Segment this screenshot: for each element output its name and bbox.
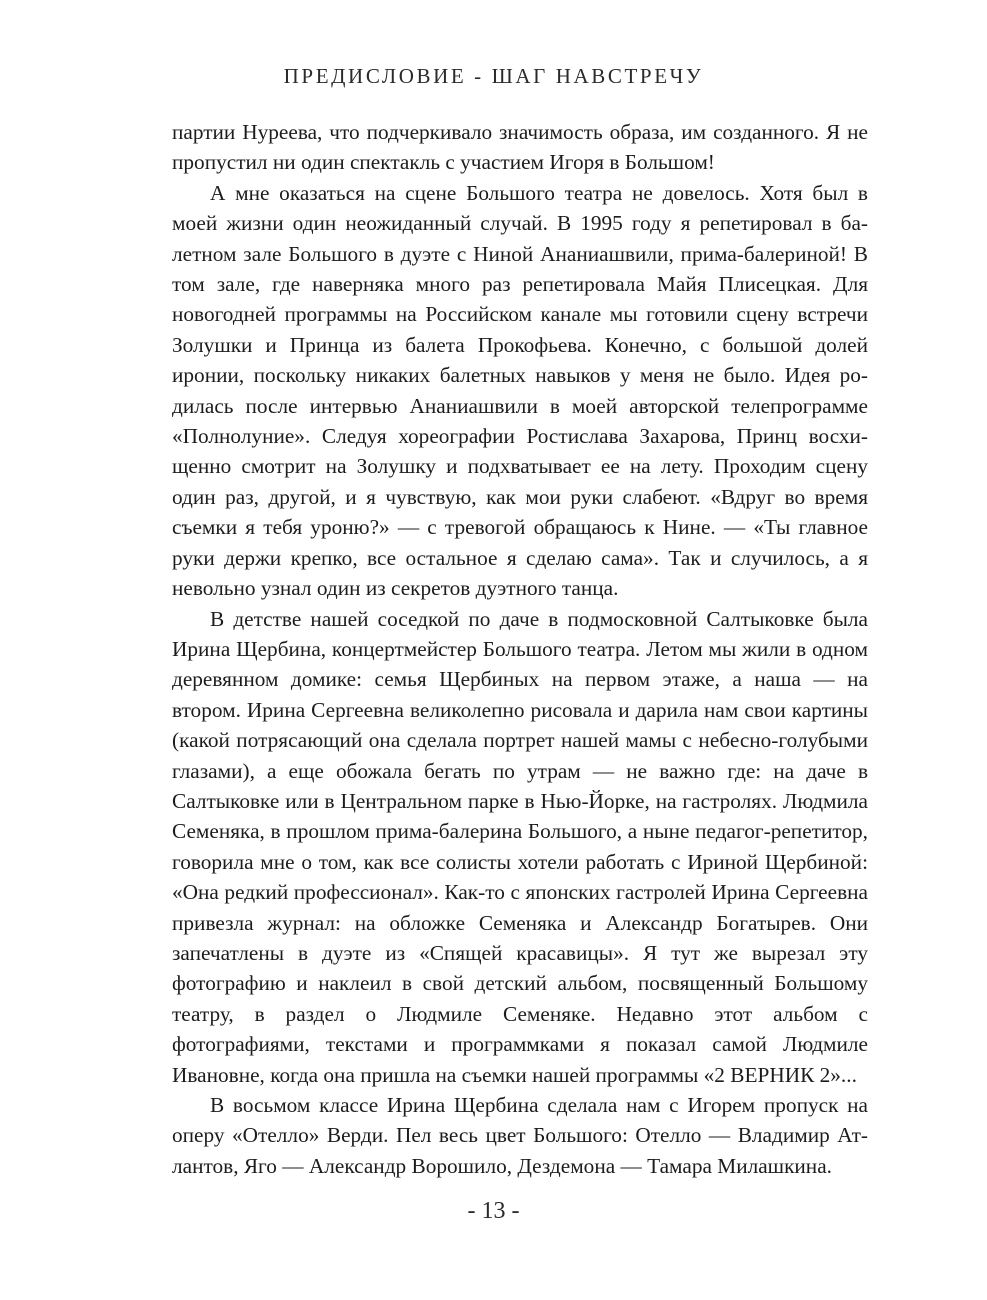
paragraph-bolshoi-duet: А мне оказаться на сцене Большого театра не довелось. Хотя был в моей жизни один неожиданный случай. В 1995 году я репетировал в балетном зале Большого в дуэте с Ниной Ананиашвили, прима-балериной! В том зале, где наверняка много раз репетировала Майя Плисецкая. Для новогодней программы на Российском канале мы готовили сцену встречи Золушки и Принца из балета Прокофьева. Конечно, с большой долей иронии, поскольку никаких балетных навыков у меня не было. Идея родилась после интервью Ананиашвили в моей авторской телепрограмме «Полнолуние». Следуя хореографии Ростислава Захарова, Принц восхищенно смотрит на Золушку и подхватывает ее на лету. Проходим сцену один раз, другой, и я чувствую, как мои руки слабеют. «Вдруг во время съемки я тебя уроню?» — с тревогой обращаюсь к Нине. — «Ты главное руки держи крепко, все остальное я сделаю сама». Так и случилось, а я невольно узнал один из секретов дуэтного танца. <box>172 180 868 601</box>
paragraph-saltykovka-memories: В детстве нашей соседкой по даче в подмосковной Салтыковке была Ирина Щербина, концертмейстер Большого театра. Летом мы жили в одном деревянном домике: семья Щербиных на первом этаже, а наша — на втором. Ирина Сергеевна великолепно рисовала и дарила нам свои картины (какой потрясающий она сделала портрет нашей мамы с небесно-голубыми глазами), а еще обожала бегать по утрам — не важно где: на даче в Салтыковке или в Центральном парке в Нью-Йорке, на гастролях. Людмила Семеняка, в прошлом прима-балерина Большого, а ныне педагог-репетитор, говорила мне о том, как все солисты хотели работать с Ириной Щербиной: «Она редкий профессионал». Как-то с японских гастролей Ирина Сергеевна привезла журнал: на обложке Семеняка и Александр Богатырев. Они запечатлены в дуэте из «Спящей красавицы». Я тут же вырезал эту фотографию и наклеил в свой детский альбом, посвященный Большому театру, в раздел о Людмиле Семеняке. Недавно этот альбом с фотографиями, текстами и программками я показал самой Людмиле Ивановне, когда она пришла на съемки нашей программы «2 ВЕРНИК 2»... <box>172 606 868 1087</box>
body-text <box>172 117 868 1181</box>
paragraph-continued: партии Нуреева, что подчеркивало значимость образа, им созданного. Я не пропустил ни один спектакль с участием Игоря в Большом! <box>172 120 868 175</box>
paragraph-othello-opera: В восьмом классе Ирина Щербина сделала нам с Игорем пропуск на оперу «Отелло» Верди. Пел весь цвет Большого: Отелло — Владимир Атлантов, Яго — Александр Ворошило, Дездемона — Тамара Милашкина. <box>172 1093 868 1178</box>
running-header: ПРЕДИСЛОВИЕ - ШАГ НАВСТРЕЧУ <box>283 64 704 88</box>
page-number: - 13 - <box>467 1198 520 1224</box>
